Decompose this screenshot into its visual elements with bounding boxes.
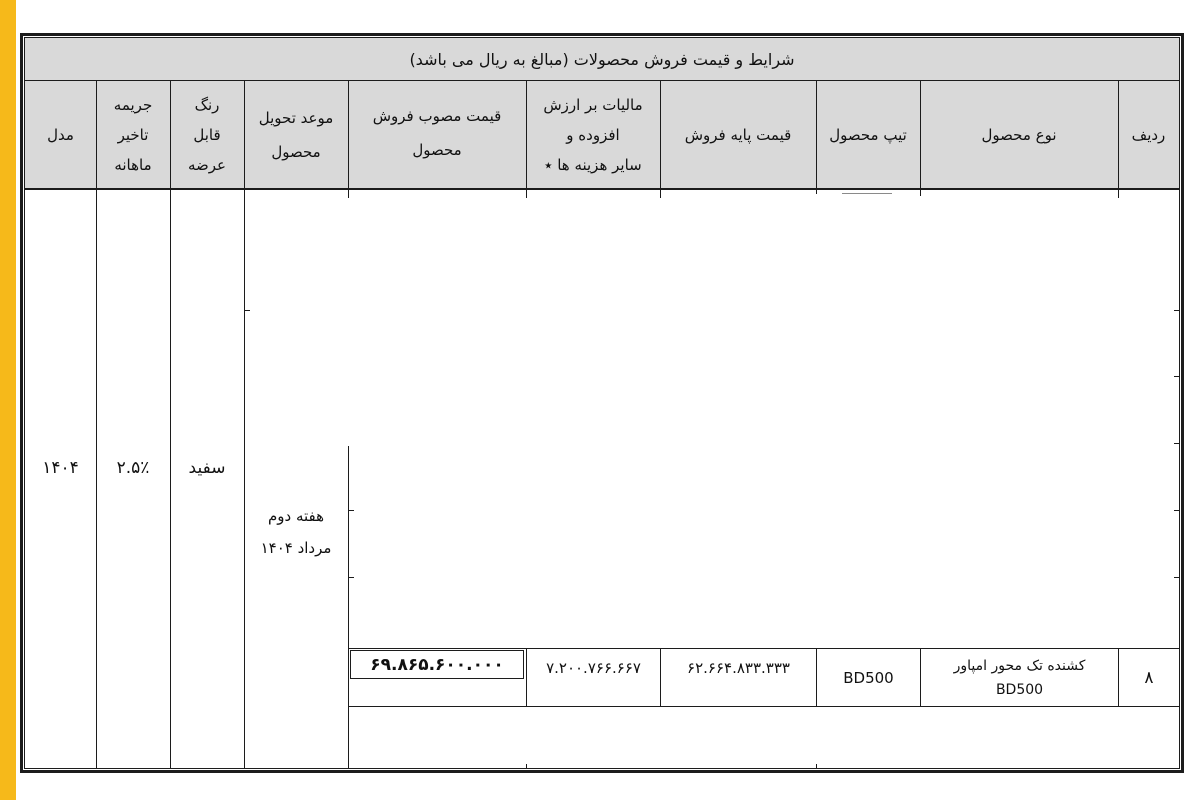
approved-price-value: ۶۹.۸۶۵.۶۰۰.۰۰۰ bbox=[370, 654, 504, 675]
header-approved-price bbox=[348, 81, 526, 188]
header-divider bbox=[348, 81, 349, 188]
line-stub bbox=[348, 510, 354, 511]
header-divider bbox=[170, 81, 171, 188]
header-penalty-line1: جریمه bbox=[113, 95, 153, 114]
color-cell bbox=[170, 440, 244, 496]
header-divider bbox=[660, 81, 661, 188]
header-color-line1: رنگ bbox=[194, 95, 220, 114]
header-row-index-text: ردیف bbox=[1131, 125, 1166, 144]
line-stub bbox=[1118, 190, 1119, 198]
header-base-price-text: قیمت پایه فروش bbox=[684, 125, 792, 144]
header-divider bbox=[526, 81, 527, 188]
header-base-price bbox=[660, 81, 816, 188]
tax-value: ۷.۲۰۰.۷۶۶.۶۶۷ bbox=[546, 659, 641, 677]
line-stub bbox=[816, 190, 817, 194]
approved-price-cell bbox=[350, 650, 524, 679]
model-cell bbox=[25, 440, 96, 496]
line-stub bbox=[1174, 577, 1180, 578]
line-stub bbox=[244, 310, 250, 311]
product-type-line2: BD500 bbox=[995, 681, 1044, 698]
header-divider bbox=[1118, 81, 1119, 188]
delivery-cell bbox=[244, 497, 348, 567]
line-stub bbox=[816, 764, 817, 768]
line-stub bbox=[920, 190, 921, 196]
header-divider bbox=[920, 81, 921, 188]
product-tip-value: BD500 bbox=[843, 668, 894, 687]
header-color-line2: قابل bbox=[193, 125, 221, 144]
header-tax bbox=[526, 81, 660, 188]
header-divider bbox=[816, 81, 817, 188]
row-index-value: ۸ bbox=[1144, 667, 1154, 688]
header-penalty-line3: ماهانه bbox=[114, 155, 152, 174]
header-product-tip bbox=[816, 81, 920, 188]
body-divider bbox=[348, 446, 349, 768]
header-product-tip-text: تیپ محصول bbox=[829, 125, 907, 144]
body-divider bbox=[244, 190, 245, 768]
header-penalty bbox=[96, 81, 170, 188]
delivery-line2: مرداد ۱۴۰۴ bbox=[260, 539, 332, 557]
row-bottom-border bbox=[348, 706, 1179, 707]
line-stub bbox=[660, 190, 661, 198]
side-accent-bar bbox=[0, 0, 16, 800]
header-tax-line2: افزوده و bbox=[566, 125, 620, 144]
tax-cell bbox=[527, 650, 660, 686]
header-tax-line1: مالیات بر ارزش bbox=[543, 95, 643, 114]
product-type-cell bbox=[921, 649, 1118, 706]
header-approved-price-line2: محصول bbox=[412, 141, 462, 159]
base-price-value: ۶۲.۶۶۴.۸۳۳.۳۳۳ bbox=[687, 659, 790, 677]
row-index-cell bbox=[1119, 649, 1179, 706]
header-divider bbox=[244, 81, 245, 188]
line-stub bbox=[1174, 510, 1180, 511]
delivery-line1: هفته دوم bbox=[267, 507, 325, 525]
header-row-index bbox=[1118, 81, 1179, 188]
line-stub bbox=[526, 190, 527, 198]
line-stub bbox=[842, 193, 892, 194]
header-approved-price-line1: قیمت مصوب فروش bbox=[372, 107, 502, 125]
penalty-cell bbox=[96, 440, 170, 496]
model-value: ۱۴۰۴ bbox=[42, 458, 79, 478]
penalty-value: ۲.۵٪ bbox=[116, 458, 150, 478]
header-delivery bbox=[244, 81, 348, 188]
product-type-line1: کشنده تک محور امپاور bbox=[953, 657, 1086, 674]
line-stub bbox=[526, 764, 527, 768]
line-stub bbox=[1174, 443, 1180, 444]
header-tax-line3: سایر هزینه ها ٭ bbox=[544, 155, 642, 174]
line-stub bbox=[1174, 376, 1180, 377]
header-product-type bbox=[920, 81, 1118, 188]
header-delivery-line2: محصول bbox=[271, 142, 321, 161]
header-penalty-line2: تاخیر bbox=[117, 125, 149, 144]
line-stub bbox=[348, 190, 349, 198]
header-color bbox=[170, 81, 244, 188]
table-title-text: شرایط و قیمت فروش محصولات (مبالغ به ریال می باشد) bbox=[409, 49, 795, 69]
header-model-text: مدل bbox=[47, 125, 74, 144]
header-color-line3: عرضه bbox=[187, 155, 226, 174]
table-title bbox=[25, 38, 1179, 81]
line-stub bbox=[348, 577, 354, 578]
base-price-cell bbox=[661, 650, 816, 686]
header-product-type-text: نوع محصول bbox=[981, 125, 1057, 144]
header-model bbox=[25, 81, 96, 188]
header-divider bbox=[96, 81, 97, 188]
header-delivery-line1: موعد تحویل bbox=[258, 108, 334, 127]
product-tip-cell bbox=[817, 649, 920, 706]
color-value: سفید bbox=[188, 458, 226, 478]
line-stub bbox=[1174, 310, 1180, 311]
